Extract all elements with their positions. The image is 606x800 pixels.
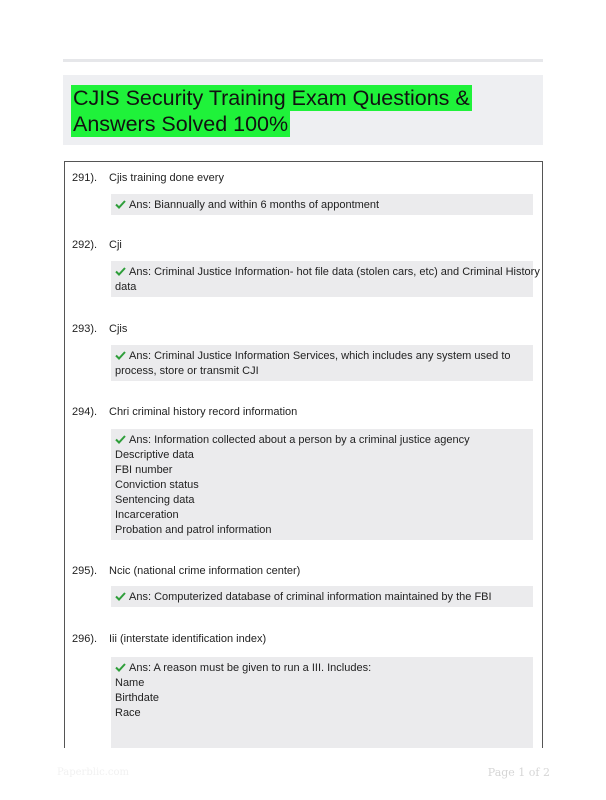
check-icon — [115, 351, 126, 360]
check-icon — [115, 267, 126, 276]
answer-line — [115, 433, 529, 448]
question-text: Cji — [109, 239, 122, 251]
answer-box — [111, 586, 533, 607]
qa-container — [64, 161, 543, 748]
answer-box — [111, 429, 533, 540]
answer-line: Incarceration — [115, 509, 179, 521]
answer-text: Ans: Criminal Justice Information Services, which includes any system used to — [129, 350, 511, 362]
document-title: CJIS Security Training Exam Questions & Answers Solved 100% — [73, 86, 470, 136]
answer-line: Name — [115, 677, 145, 689]
answer-text: Ans: Information collected about a person by a criminal justice agency — [129, 434, 470, 446]
question-number: 294). — [72, 406, 98, 418]
question-text: Cjis — [109, 323, 128, 335]
top-divider — [63, 59, 543, 62]
footer-site-watermark: Paperblic.com — [57, 767, 130, 778]
question-number: 292). — [72, 239, 98, 251]
answer-line: FBI number — [115, 464, 173, 476]
answer-line: data — [115, 281, 137, 293]
check-icon — [115, 435, 126, 444]
question-number: 295). — [72, 565, 98, 577]
answer-text: Ans: A reason must be given to run a III. Includes: — [129, 662, 372, 674]
answer-line: Conviction status — [115, 479, 199, 491]
question-text: Cjis training done every — [109, 172, 224, 184]
check-icon — [115, 592, 126, 601]
question-number: 293). — [72, 323, 98, 335]
question-text: Chri criminal history record information — [109, 406, 298, 418]
answer-box — [111, 194, 533, 215]
question-number: 296). — [72, 633, 98, 645]
answer-text: Ans: Biannually and within 6 months of appontment — [129, 199, 380, 211]
title-banner — [63, 75, 543, 145]
answer-box — [111, 261, 540, 297]
question-text: Ncic (national crime information center) — [109, 565, 301, 577]
answer-line — [115, 265, 540, 280]
answer-line: Race — [115, 707, 141, 719]
check-icon — [115, 200, 126, 209]
answer-line — [115, 349, 529, 364]
check-icon — [115, 663, 126, 672]
answer-line: Sentencing data — [115, 494, 195, 506]
answer-box — [111, 657, 533, 748]
answer-line — [115, 590, 529, 605]
answer-text: Ans: Criminal Justice Information- hot file data (stolen cars, etc) and Criminal History — [129, 266, 540, 278]
answer-line — [115, 198, 529, 213]
answer-text: Ans: Computerized database of criminal information maintained by the FBI — [129, 591, 492, 603]
answer-line — [115, 661, 529, 676]
answer-line: Descriptive data — [115, 449, 194, 461]
answer-box — [111, 345, 533, 381]
answer-line: Birthdate — [115, 692, 160, 704]
answer-line: Probation and patrol information — [115, 524, 272, 536]
question-text: Iii (interstate identification index) — [109, 633, 267, 645]
question-number: 291). — [72, 172, 98, 184]
page-number: Page 1 of 2 — [487, 766, 550, 779]
answer-line: process, store or transmit CJI — [115, 365, 259, 377]
